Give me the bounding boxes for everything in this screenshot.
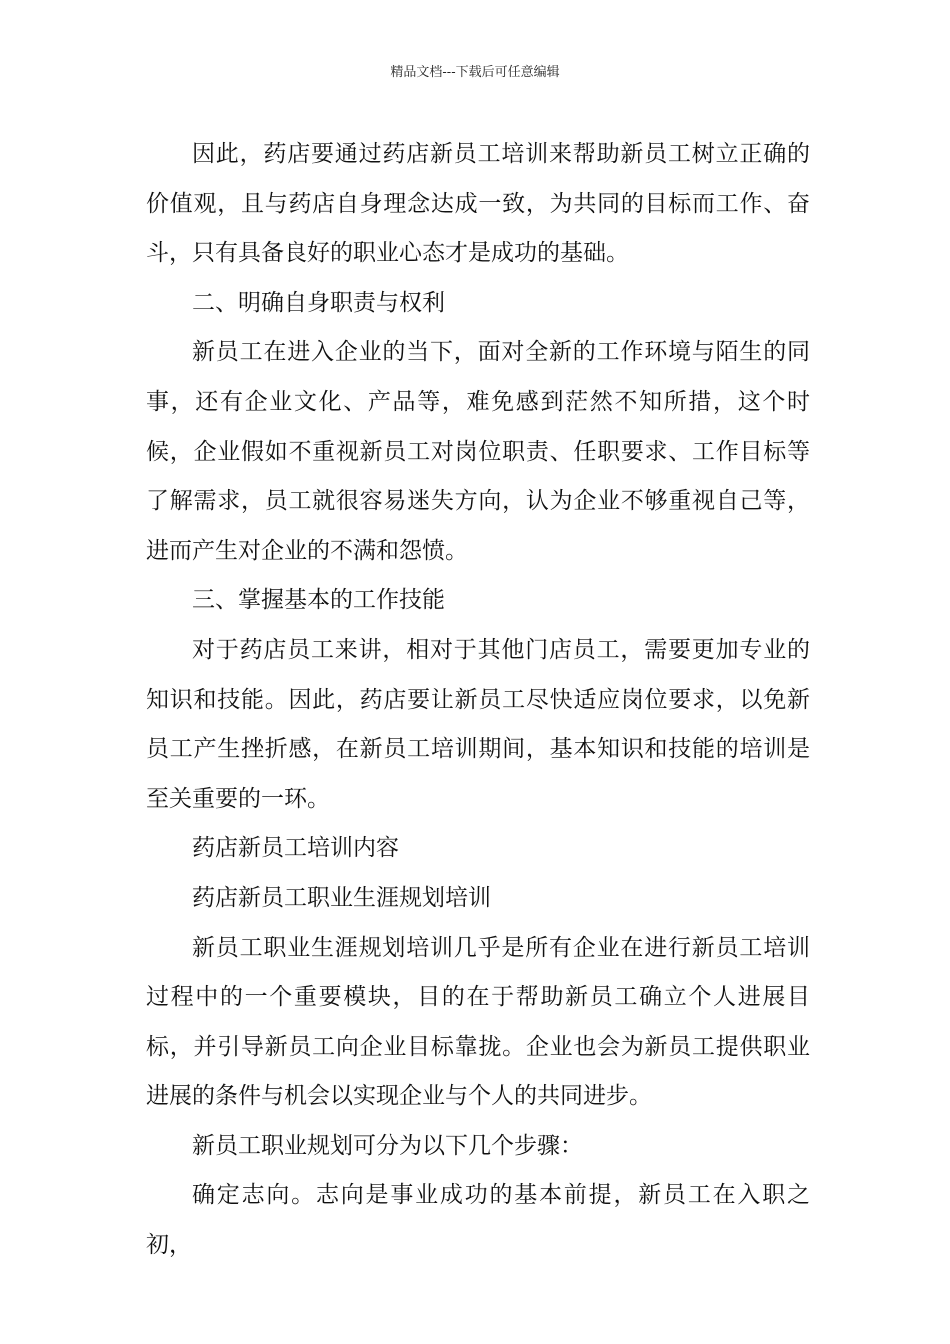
- heading-career-planning: 药店新员工职业生涯规划培训: [192, 884, 491, 911]
- paragraph-planning-steps: 新员工职业规划可分为以下几个步骤：: [192, 1132, 583, 1159]
- paragraph-career-planning: 新员工职业生涯规划培训几乎是所有企业在进行新员工培训过程中的一个重要模块，目的在于帮助新员工确立个人进展目标，并引导新员工向企业目标靠拢。企业也会为新员工提供职业进展的条件与机会以实现企业与个人的共同进步。: [146, 934, 810, 1110]
- heading-work-skills: 三、掌握基本的工作技能: [192, 587, 445, 614]
- paragraph-determine-ambition: 确定志向。志向是事业成功的基本前提，新员工在入职之初，: [146, 1182, 810, 1259]
- paragraph-professional-skills: 对于药店员工来讲，相对于其他门店员工，需要更加专业的知识和技能。因此，药店要让新员工尽快适应岗位要求，以免新员工产生挫折感，在新员工培训期间，基本知识和技能的培训是至关重要的一环。: [146, 636, 810, 812]
- page-header: 精品文档---下载后可任意编辑: [390, 65, 560, 80]
- heading-duties-rights: 二、明确自身职责与权利: [192, 289, 445, 316]
- heading-training-content: 药店新员工培训内容: [192, 835, 399, 862]
- paragraph-new-employee-environment: 新员工在进入企业的当下，面对全新的工作环境与陌生的同事，还有企业文化、产品等，难免感到茫然不知所措，这个时候，企业假如不重视新员工对岗位职责、任职要求、工作目标等了解需求，员工就很容易迷失方向，认为企业不够重视自己等，进而产生对企业的不满和怨愤。: [146, 339, 810, 564]
- paragraph-values: 因此，药店要通过药店新员工培训来帮助新员工树立正确的价值观，且与药店自身理念达成一致，为共同的目标而工作、奋斗，只有具备良好的职业心态才是成功的基础。: [146, 141, 810, 267]
- document-body: [146, 130, 810, 1271]
